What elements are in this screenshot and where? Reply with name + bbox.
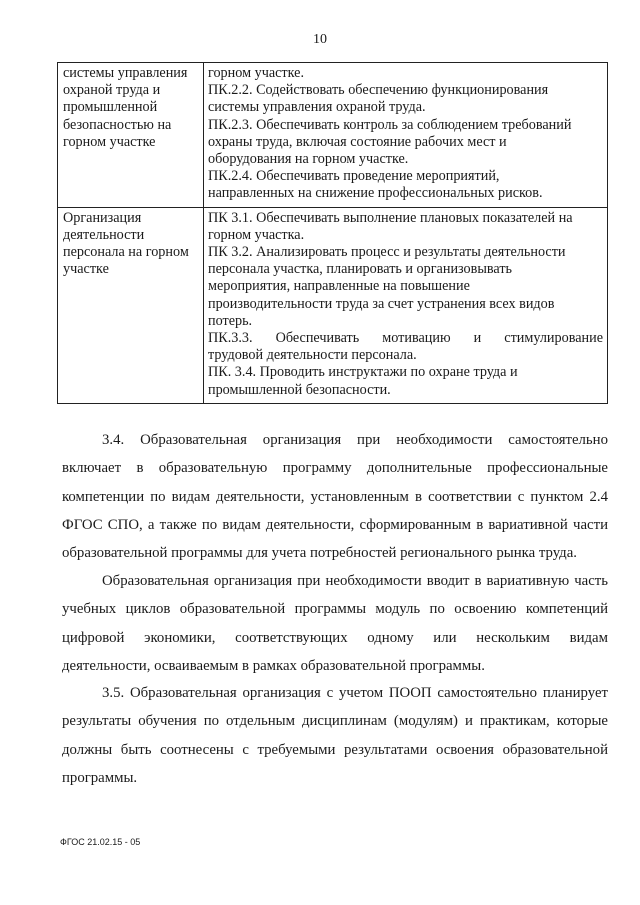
cell-line: ПК. 3.4. Проводить инструктажи по охране труда и (208, 364, 518, 381)
cell-line: Организация (63, 209, 142, 226)
competency-table (57, 62, 608, 404)
cell-line: системы управления (63, 65, 188, 81)
paragraph-line: учебных циклов образовательной программы модуль по освоению компетенций (62, 601, 608, 618)
activity-area-cell (58, 207, 204, 403)
paragraph-line: результаты обучения по отдельным дисциплинам (модулям) и практикам, которые (62, 713, 608, 730)
table-row (58, 63, 608, 208)
paragraph-line: компетенции по видам деятельности, установленным в соответствии с пунктом 2.4 (62, 488, 608, 505)
paragraph-3-5 (62, 679, 608, 792)
cell-line: горном участке (63, 133, 156, 150)
cell-line: горном участке. (208, 65, 305, 81)
cell-line: персонала на горном (63, 244, 189, 261)
cell-line: направленных на снижение профессиональных рисков. (208, 185, 543, 202)
cell-line: ПК 3.1. Обеспечивать выполнение плановых показателей на (208, 209, 573, 226)
cell-line: охраной труда и (63, 82, 161, 99)
paragraph-line: включает в образовательную программу дополнительные профессиональные (62, 460, 608, 477)
competencies-cell (204, 207, 608, 403)
paragraph-3-4 (62, 426, 608, 567)
cell-line: безопасностью на (63, 116, 172, 133)
competencies-cell (204, 63, 608, 208)
cell-line: системы управления охраной труда. (208, 99, 426, 116)
cell-line: горном участка. (208, 226, 305, 243)
cell-line: ПК.2.4. Обеспечивать проведение мероприятий, (208, 168, 500, 185)
paragraph-variative (62, 567, 608, 680)
page-number: 10 (313, 32, 327, 47)
cell-line: охраны труда, включая состояние рабочих мест и (208, 133, 507, 150)
cell-line: ПК 3.2. Анализировать процесс и результаты деятельности (208, 244, 566, 261)
paragraph-line: 3.4. Образовательная организация при необходимости самостоятельно (102, 432, 608, 448)
cell-line: мероприятия, направленные на повышение (208, 278, 470, 295)
cell-line: персонала участка, планировать и организовывать (208, 261, 512, 278)
cell-line: участке (63, 261, 109, 278)
cell-line: ПК.2.3. Обеспечивать контроль за соблюдением требований (208, 116, 572, 133)
paragraph-line: Образовательная организация при необходимости вводит в вариативную часть (102, 573, 608, 589)
paragraph-line: должны быть соотнесены с требуемыми результатами освоения образовательной (62, 741, 608, 758)
cell-line: промышленной (63, 99, 158, 116)
activity-area-cell (58, 63, 204, 208)
cell-line: оборудования на горном участке. (208, 151, 409, 168)
cell-line: деятельности (63, 226, 145, 243)
cell-line: ПК.3.3. Обеспечивать мотивацию и стимулирование (208, 330, 603, 347)
cell-line: производительности труда за счет устранения всех видов (208, 295, 555, 312)
document-footer: ФГОС 21.02.15 - 05 (60, 837, 141, 847)
cell-line: трудовой деятельности персонала. (208, 347, 417, 364)
table-row (58, 207, 608, 403)
cell-line: ПК.2.2. Содействовать обеспечению функционирования (208, 82, 549, 99)
paragraph-line: программы. (62, 769, 138, 786)
paragraph-line: 3.5. Образовательная организация с учетом ПООП самостоятельно планирует (102, 685, 608, 701)
cell-line: промышленной безопасности. (208, 381, 391, 398)
paragraph-line: ФГОС СПО, а также по видам деятельности, сформированным в вариативной части (62, 516, 608, 533)
paragraph-line: образовательной программы для учета потребностей регионального рынка труда. (62, 545, 577, 562)
paragraph-line: цифровой экономики, соответствующих одному или нескольким видам (62, 629, 608, 646)
paragraph-line: деятельности, осваиваемым в рамках образовательной программы. (62, 657, 485, 674)
cell-line: потерь. (208, 312, 253, 329)
